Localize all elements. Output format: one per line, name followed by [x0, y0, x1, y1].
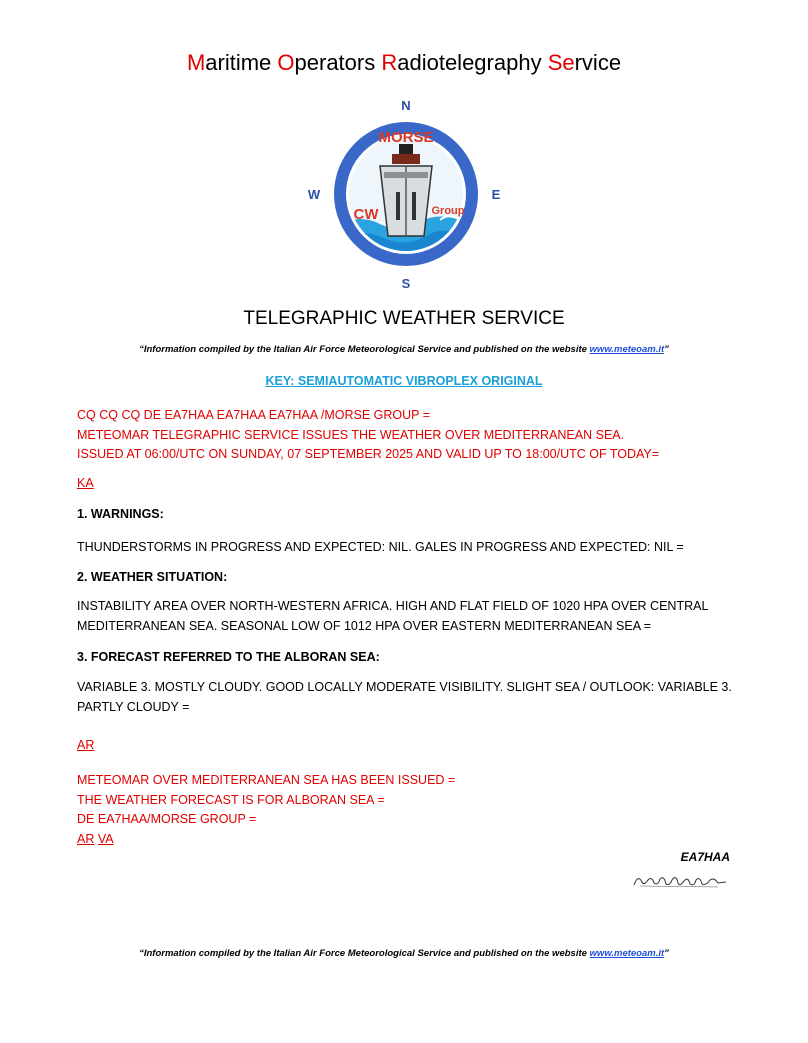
section-body: VARIABLE 3. MOSTLY CLOUDY. GOOD LOCALLY MODERATE VISIBILITY. SLIGHT SEA / OUTLOOK: VARIABLE 3. PARTLY CLOUDY =: [77, 680, 732, 714]
handwritten-signature: [560, 870, 730, 892]
prosign-end: AR: [77, 738, 95, 752]
title-word: Service: [547, 50, 622, 75]
section-heading: 1. WARNINGS:: [77, 507, 164, 521]
logo-morse-text: MORSE: [378, 129, 434, 146]
prosign-start: KA: [77, 476, 94, 490]
preamble-line: ISSUED AT 06:00/UTC ON SUNDAY, 07 SEPTEMBER 2025 AND VALID UP TO 18:00/UTC OF TODAY=: [77, 447, 660, 461]
compass-n: N: [401, 98, 411, 113]
section-body: INSTABILITY AREA OVER NORTH-WESTERN AFRICA. HIGH AND FLAT FIELD OF 1020 HPA OVER CENTRAL MEDITERRANEAN SEA. SEASONAL LOW OF 1012 HPA OVER EASTERN MEDITERRANEAN SEA =: [77, 599, 708, 633]
prosign-va: VA: [97, 831, 114, 846]
morse-group-logo: [300, 96, 512, 292]
compass-e: E: [491, 187, 501, 202]
preamble: [77, 406, 757, 465]
compass-s: S: [401, 276, 411, 291]
title-word: Operators: [277, 50, 382, 75]
prosign-ar: AR: [77, 831, 95, 846]
signature-callsign: EA7HAA: [680, 850, 730, 864]
compass-w: W: [307, 187, 321, 202]
closing-line: THE WEATHER FORECAST IS FOR ALBORAN SEA =: [77, 792, 385, 807]
key-line: KEY: SEMIAUTOMATIC VIBROPLEX ORIGINAL: [265, 374, 543, 388]
logo-cw-text: CW: [353, 206, 379, 223]
final-prosigns: [77, 830, 757, 850]
footer-credit: “Information compiled by the Italian Air Force Meteorological Service and published on the website www.meteoam.it”: [139, 948, 669, 959]
page-title: [0, 50, 808, 76]
meteoam-link[interactable]: www.meteoam.it: [589, 344, 665, 355]
footer-meteoam-link[interactable]: www.meteoam.it: [589, 948, 665, 959]
preamble-line: CQ CQ CQ DE EA7HAA EA7HAA EA7HAA /MORSE GROUP =: [77, 408, 431, 422]
title-word: Radiotelegraphy: [381, 50, 548, 75]
section-body: THUNDERSTORMS IN PROGRESS AND EXPECTED: NIL. GALES IN PROGRESS AND EXPECTED: NIL =: [77, 540, 684, 554]
closing-line: METEOMAR OVER MEDITERRANEAN SEA HAS BEEN ISSUED =: [77, 773, 456, 787]
section-heading: 3. FORECAST REFERRED TO THE ALBORAN SEA:: [77, 650, 380, 664]
closing-line: DE EA7HAA/MORSE GROUP =: [77, 812, 257, 826]
service-title: TELEGRAPHIC WEATHER SERVICE: [243, 308, 565, 329]
preamble-line: METEOMAR TELEGRAPHIC SERVICE ISSUES THE WEATHER OVER MEDITERRANEAN SEA.: [77, 427, 625, 442]
title-word: Maritime: [186, 50, 278, 75]
credit-line: “Information compiled by the Italian Air Force Meteorological Service and published on the website www.meteoam.it”: [139, 344, 669, 355]
closing: [77, 771, 757, 849]
logo-group-text: Group: [431, 205, 465, 217]
section-heading: 2. WEATHER SITUATION:: [77, 570, 228, 584]
